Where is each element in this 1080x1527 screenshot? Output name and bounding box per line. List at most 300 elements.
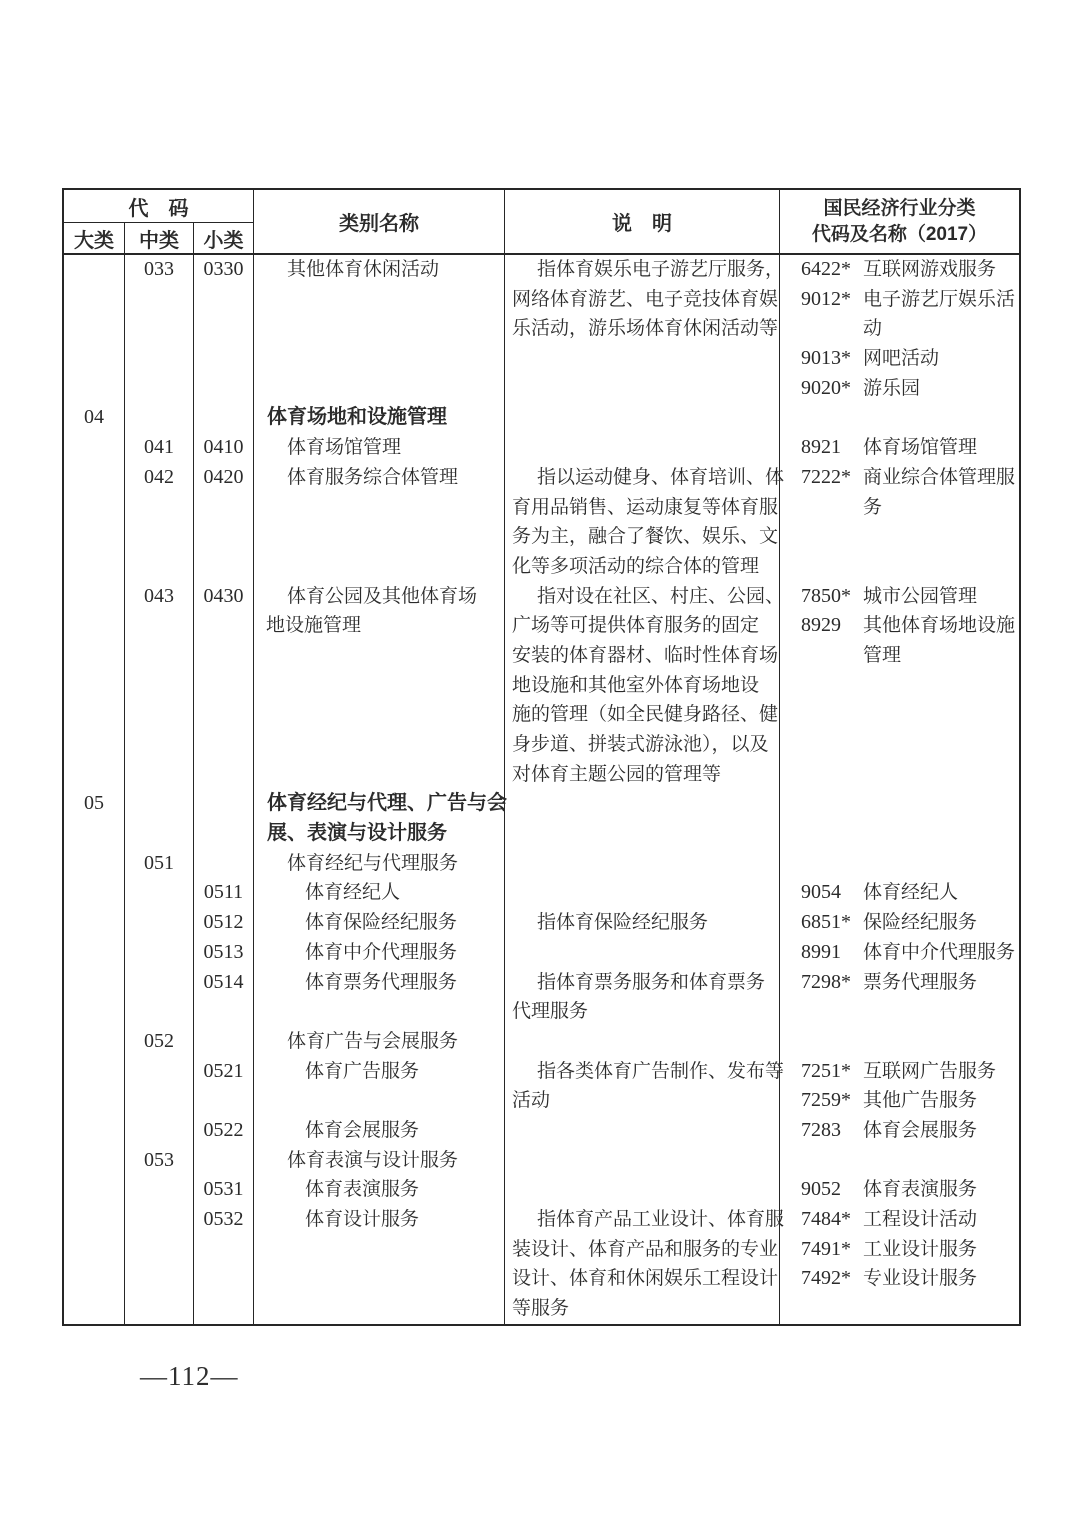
cell-minor-code: 0512	[194, 908, 254, 938]
cell-industry	[780, 908, 1019, 938]
industry-code: 9012*	[801, 287, 851, 310]
cell-minor-code	[194, 522, 254, 552]
cell-major-code	[64, 1235, 125, 1265]
cell-description: 地设施和其他室外体育场地设	[505, 671, 780, 701]
cell-description	[505, 849, 780, 879]
cell-description: 指体育票务服务和体育票务	[505, 968, 780, 998]
table-row	[64, 1057, 1019, 1087]
cell-category-name	[254, 671, 505, 701]
cell-description	[505, 789, 780, 819]
cell-minor-code: 0420	[194, 463, 254, 493]
industry-name: 互联网游戏服务	[863, 259, 997, 280]
cell-mid-code	[125, 819, 194, 849]
cell-minor-code	[194, 285, 254, 315]
cell-mid-code: 042	[125, 463, 194, 493]
table-row	[64, 997, 1019, 1027]
industry-code: 7298*	[801, 970, 851, 993]
cell-industry	[780, 1116, 1019, 1146]
cell-description: 指以运动健身、体育培训、体	[505, 463, 780, 493]
cell-major-code	[64, 493, 125, 523]
industry-name: 游乐园	[863, 377, 921, 399]
cell-mid-code	[125, 1116, 194, 1146]
cell-major-code	[64, 968, 125, 998]
cell-description: 广场等可提供体育服务的固定	[505, 611, 780, 641]
cell-description: 育用品销售、运动康复等体育服	[505, 493, 780, 523]
cell-industry	[780, 552, 1019, 582]
cell-category-name: 体育广告与会展服务	[254, 1027, 505, 1057]
cell-mid-code	[125, 641, 194, 671]
industry-code: 7850*	[801, 584, 851, 607]
cell-industry	[780, 611, 1019, 641]
cell-minor-code	[194, 1264, 254, 1294]
industry-name: 体育场馆管理	[863, 437, 978, 459]
cell-description: 施的管理（如全民健身路径、健	[505, 700, 780, 730]
cell-mid-code	[125, 671, 194, 701]
cell-major-code	[64, 344, 125, 374]
cell-description	[505, 403, 780, 433]
cell-description: 身步道、拼装式游泳池），以及	[505, 730, 780, 760]
cell-category-name: 体育服务综合体管理	[254, 463, 505, 493]
cell-mid-code	[125, 968, 194, 998]
cell-mid-code	[125, 1264, 194, 1294]
cell-major-code	[64, 552, 125, 582]
table-row	[64, 908, 1019, 938]
table-row	[64, 552, 1019, 582]
cell-industry	[780, 1057, 1019, 1087]
cell-major-code	[64, 582, 125, 612]
cell-minor-code	[194, 374, 254, 404]
cell-major-code	[64, 1294, 125, 1324]
industry-name: 工业设计服务	[863, 1238, 978, 1260]
cell-minor-code	[194, 849, 254, 879]
cell-category-name: 体育表演服务	[254, 1175, 505, 1205]
table-row	[64, 1027, 1019, 1057]
cell-description: 乐活动，游乐场体育休闲活动等	[505, 314, 780, 344]
cell-major-code	[64, 463, 125, 493]
cell-minor-code	[194, 344, 254, 374]
table-row	[64, 611, 1019, 641]
cell-industry	[780, 641, 1019, 671]
cell-mid-code	[125, 1175, 194, 1205]
cell-major-code	[64, 819, 125, 849]
cell-minor-code: 0531	[194, 1175, 254, 1205]
cell-description: 务为主，融合了餐饮、娱乐、文	[505, 522, 780, 552]
cell-major-code: 04	[64, 403, 125, 433]
cell-major-code	[64, 730, 125, 760]
cell-description	[505, 1175, 780, 1205]
cell-mid-code	[125, 552, 194, 582]
cell-category-name: 体育中介代理服务	[254, 938, 505, 968]
cell-mid-code: 043	[125, 582, 194, 612]
cell-industry	[780, 789, 1019, 819]
cell-description	[505, 1116, 780, 1146]
cell-description: 指体育保险经纪服务	[505, 908, 780, 938]
cell-major-code	[64, 700, 125, 730]
cell-industry	[780, 403, 1019, 433]
cell-major-code	[64, 433, 125, 463]
cell-minor-code	[194, 314, 254, 344]
cell-description: 装设计、体育产品和服务的专业	[505, 1235, 780, 1265]
table-row	[64, 700, 1019, 730]
table-row	[64, 878, 1019, 908]
cell-description: 指体育娱乐电子游艺厅服务，	[505, 255, 780, 285]
cell-mid-code	[125, 344, 194, 374]
cell-industry	[780, 730, 1019, 760]
table-row	[64, 522, 1019, 552]
table-row	[64, 1235, 1019, 1265]
industry-name: 电子游艺厅娱乐活	[863, 288, 1016, 310]
cell-description: 网络体育游艺、电子竞技体育娱	[505, 285, 780, 315]
header-col-major: 大类	[64, 223, 125, 253]
cell-description: 代理服务	[505, 997, 780, 1027]
cell-industry	[780, 997, 1019, 1027]
industry-code: 7484*	[801, 1208, 851, 1230]
page-number: —112—	[140, 1361, 239, 1391]
industry-code: 9052	[801, 1178, 841, 1201]
cell-industry	[780, 285, 1019, 315]
cell-mid-code	[125, 611, 194, 641]
cell-minor-code: 0514	[194, 968, 254, 998]
cell-mid-code	[125, 374, 194, 404]
industry-code: 7259*	[801, 1089, 851, 1112]
cell-description	[505, 344, 780, 374]
cell-industry	[780, 1086, 1019, 1116]
cell-major-code	[64, 1146, 125, 1176]
cell-category-name	[254, 1264, 505, 1294]
industry-name: 体育表演服务	[863, 1179, 978, 1201]
cell-category-name: 体育会展服务	[254, 1116, 505, 1146]
cell-category-name	[254, 997, 505, 1027]
cell-industry	[780, 700, 1019, 730]
cell-description	[505, 1027, 780, 1057]
cell-mid-code: 033	[125, 255, 194, 285]
cell-description: 等服务	[505, 1294, 780, 1324]
cell-category-name: 体育场馆管理	[254, 433, 505, 463]
cell-mid-code: 051	[125, 849, 194, 879]
cell-description	[505, 878, 780, 908]
industry-name: 城市公园管理	[863, 585, 978, 607]
table-row	[64, 493, 1019, 523]
cell-category-name	[254, 493, 505, 523]
industry-name: 其他广告服务	[863, 1090, 978, 1112]
cell-description: 指各类体育广告制作、发布等	[505, 1057, 780, 1087]
industry-code: 8921	[801, 436, 841, 459]
cell-industry	[780, 433, 1019, 463]
cell-category-name	[254, 760, 505, 790]
cell-category-name	[254, 641, 505, 671]
cell-industry	[780, 1027, 1019, 1057]
cell-category-name	[254, 285, 505, 315]
cell-mid-code	[125, 285, 194, 315]
cell-major-code	[64, 374, 125, 404]
table-row	[64, 1146, 1019, 1176]
cell-description	[505, 938, 780, 968]
cell-minor-code	[194, 997, 254, 1027]
table-row	[64, 730, 1019, 760]
classification-table	[62, 188, 1021, 1326]
cell-category-name	[254, 314, 505, 344]
table-row	[64, 641, 1019, 671]
cell-major-code	[64, 1116, 125, 1146]
cell-industry	[780, 938, 1019, 968]
cell-industry	[780, 522, 1019, 552]
table-row	[64, 433, 1019, 463]
cell-category-name	[254, 1294, 505, 1324]
cell-minor-code: 0532	[194, 1205, 254, 1235]
table-row	[64, 255, 1019, 285]
cell-major-code: 05	[64, 789, 125, 819]
cell-category-name: 地设施管理	[254, 611, 505, 641]
industry-name: 动	[863, 318, 883, 340]
industry-code: 8991	[801, 940, 841, 963]
cell-mid-code	[125, 789, 194, 819]
cell-major-code	[64, 255, 125, 285]
cell-major-code	[64, 522, 125, 552]
cell-category-name: 体育票务代理服务	[254, 968, 505, 998]
table-row	[64, 1086, 1019, 1116]
cell-major-code	[64, 1264, 125, 1294]
industry-name: 体育会展服务	[863, 1119, 978, 1141]
header-col-name: 类别名称	[254, 190, 505, 253]
industry-code: 6851*	[801, 911, 851, 934]
cell-description: 化等多项活动的综合体的管理	[505, 552, 780, 582]
cell-industry	[780, 1294, 1019, 1324]
table-row	[64, 1116, 1019, 1146]
cell-mid-code	[125, 700, 194, 730]
cell-description: 安装的体育器材、临时性体育场	[505, 641, 780, 671]
cell-category-name	[254, 374, 505, 404]
header-col-industry-line2: 代码及名称（2017）	[811, 223, 988, 245]
cell-description	[505, 819, 780, 849]
cell-mid-code	[125, 522, 194, 552]
cell-category-name: 体育保险经纪服务	[254, 908, 505, 938]
industry-name: 商业综合体管理服	[863, 466, 1016, 488]
cell-minor-code: 0511	[194, 878, 254, 908]
cell-mid-code	[125, 1235, 194, 1265]
cell-minor-code	[194, 493, 254, 523]
cell-minor-code	[194, 641, 254, 671]
header-col-desc: 说 明	[505, 190, 780, 253]
cell-industry	[780, 1146, 1019, 1176]
cell-minor-code	[194, 819, 254, 849]
cell-industry	[780, 878, 1019, 908]
table-row	[64, 463, 1019, 493]
cell-mid-code	[125, 314, 194, 344]
cell-minor-code: 0522	[194, 1116, 254, 1146]
table-row	[64, 374, 1019, 404]
table-row	[64, 285, 1019, 315]
cell-major-code	[64, 760, 125, 790]
header-col-minor: 小类	[194, 223, 254, 253]
cell-minor-code: 0330	[194, 255, 254, 285]
cell-major-code	[64, 641, 125, 671]
cell-industry	[780, 314, 1019, 344]
cell-category-name	[254, 522, 505, 552]
cell-mid-code: 053	[125, 1146, 194, 1176]
cell-minor-code: 0410	[194, 433, 254, 463]
industry-code: 9054	[801, 881, 841, 904]
cell-industry	[780, 374, 1019, 404]
cell-mid-code	[125, 938, 194, 968]
industry-name: 互联网广告服务	[863, 1060, 997, 1082]
table-row	[64, 849, 1019, 879]
cell-minor-code	[194, 1146, 254, 1176]
cell-industry	[780, 463, 1019, 493]
cell-mid-code	[125, 1086, 194, 1116]
industry-code: 6422*	[801, 258, 851, 280]
cell-minor-code	[194, 611, 254, 641]
cell-mid-code: 041	[125, 433, 194, 463]
cell-minor-code	[194, 1235, 254, 1265]
cell-minor-code	[194, 700, 254, 730]
cell-major-code	[64, 878, 125, 908]
cell-major-code	[64, 611, 125, 641]
cell-minor-code: 0513	[194, 938, 254, 968]
cell-category-name	[254, 344, 505, 374]
cell-minor-code	[194, 552, 254, 582]
cell-category-name: 体育经纪与代理、广告与会	[254, 789, 505, 819]
industry-name: 其他体育场地设施	[863, 615, 1016, 637]
cell-mid-code	[125, 878, 194, 908]
table-row	[64, 789, 1019, 819]
table-row	[64, 1175, 1019, 1205]
cell-category-name: 体育公园及其他体育场	[254, 582, 505, 612]
cell-description	[505, 374, 780, 404]
cell-major-code	[64, 1086, 125, 1116]
cell-minor-code	[194, 671, 254, 701]
industry-name: 管理	[863, 644, 902, 666]
cell-description: 对体育主题公园的管理等	[505, 760, 780, 790]
cell-category-name: 展、表演与设计服务	[254, 819, 505, 849]
industry-name: 票务代理服务	[863, 971, 978, 993]
industry-name: 工程设计活动	[863, 1209, 978, 1230]
industry-name: 网吧活动	[863, 348, 940, 370]
table-row	[64, 1294, 1019, 1324]
cell-mid-code	[125, 760, 194, 790]
industry-code: 9020*	[801, 376, 851, 399]
cell-industry	[780, 849, 1019, 879]
industry-code: 7283	[801, 1118, 841, 1141]
cell-description: 设计、体育和休闲娱乐工程设计	[505, 1264, 780, 1294]
cell-major-code	[64, 938, 125, 968]
cell-mid-code	[125, 1294, 194, 1324]
cell-category-name	[254, 1235, 505, 1265]
cell-major-code	[64, 285, 125, 315]
cell-major-code	[64, 1057, 125, 1087]
cell-industry	[780, 760, 1019, 790]
cell-major-code	[64, 1175, 125, 1205]
table-row	[64, 344, 1019, 374]
cell-category-name	[254, 1086, 505, 1116]
table-row	[64, 1205, 1019, 1235]
table-row	[64, 314, 1019, 344]
table-row	[64, 968, 1019, 998]
cell-industry	[780, 493, 1019, 523]
cell-category-name: 体育表演与设计服务	[254, 1146, 505, 1176]
cell-mid-code	[125, 1205, 194, 1235]
cell-minor-code: 0430	[194, 582, 254, 612]
header-col-mid: 中类	[125, 223, 194, 253]
cell-category-name	[254, 730, 505, 760]
cell-industry	[780, 671, 1019, 701]
table-row	[64, 760, 1019, 790]
industry-code: 9013*	[801, 347, 851, 370]
table-row	[64, 819, 1019, 849]
cell-major-code	[64, 314, 125, 344]
table-body	[64, 255, 1019, 1324]
header-col-industry-line1: 国民经济行业分类	[823, 197, 976, 219]
table-row	[64, 1264, 1019, 1294]
industry-code: 7491*	[801, 1237, 851, 1260]
industry-code: 8929	[801, 614, 841, 637]
industry-code: 7251*	[801, 1059, 851, 1082]
cell-major-code	[64, 1027, 125, 1057]
table-row	[64, 671, 1019, 701]
cell-category-name	[254, 700, 505, 730]
cell-mid-code	[125, 997, 194, 1027]
cell-industry	[780, 255, 1019, 285]
cell-category-name: 体育经纪与代理服务	[254, 849, 505, 879]
cell-mid-code	[125, 1057, 194, 1087]
cell-major-code	[64, 997, 125, 1027]
cell-industry	[780, 1264, 1019, 1294]
cell-description: 活动	[505, 1086, 780, 1116]
cell-description	[505, 433, 780, 463]
cell-industry	[780, 344, 1019, 374]
cell-category-name: 体育场地和设施管理	[254, 403, 505, 433]
industry-name: 务	[863, 496, 883, 518]
cell-major-code	[64, 849, 125, 879]
cell-industry	[780, 1205, 1019, 1235]
cell-industry	[780, 1235, 1019, 1265]
cell-minor-code	[194, 1027, 254, 1057]
cell-description: 指体育产品工业设计、体育服	[505, 1205, 780, 1235]
cell-category-name: 体育经纪人	[254, 878, 505, 908]
cell-mid-code	[125, 908, 194, 938]
cell-category-name	[254, 552, 505, 582]
cell-category-name: 其他体育休闲活动	[254, 255, 505, 285]
table-row	[64, 403, 1019, 433]
cell-industry	[780, 1175, 1019, 1205]
cell-major-code	[64, 1205, 125, 1235]
cell-mid-code: 052	[125, 1027, 194, 1057]
cell-minor-code	[194, 760, 254, 790]
industry-name: 体育经纪人	[863, 882, 959, 904]
cell-category-name: 体育广告服务	[254, 1057, 505, 1087]
industry-name: 保险经纪服务	[863, 912, 978, 934]
cell-industry	[780, 819, 1019, 849]
cell-description: 指对设在社区、村庄、公园、	[505, 582, 780, 612]
cell-mid-code	[125, 730, 194, 760]
cell-minor-code	[194, 1294, 254, 1324]
cell-minor-code: 0521	[194, 1057, 254, 1087]
table-row	[64, 582, 1019, 612]
cell-minor-code	[194, 789, 254, 819]
cell-mid-code	[125, 493, 194, 523]
table-row	[64, 938, 1019, 968]
cell-minor-code	[194, 730, 254, 760]
cell-minor-code	[194, 1086, 254, 1116]
cell-industry	[780, 968, 1019, 998]
table-header	[64, 190, 1019, 255]
cell-description	[505, 1146, 780, 1176]
cell-mid-code	[125, 403, 194, 433]
industry-code: 7492*	[801, 1267, 851, 1290]
header-col-industry	[780, 190, 1019, 253]
cell-minor-code	[194, 403, 254, 433]
header-code-group: 代 码	[64, 190, 254, 223]
cell-industry	[780, 582, 1019, 612]
